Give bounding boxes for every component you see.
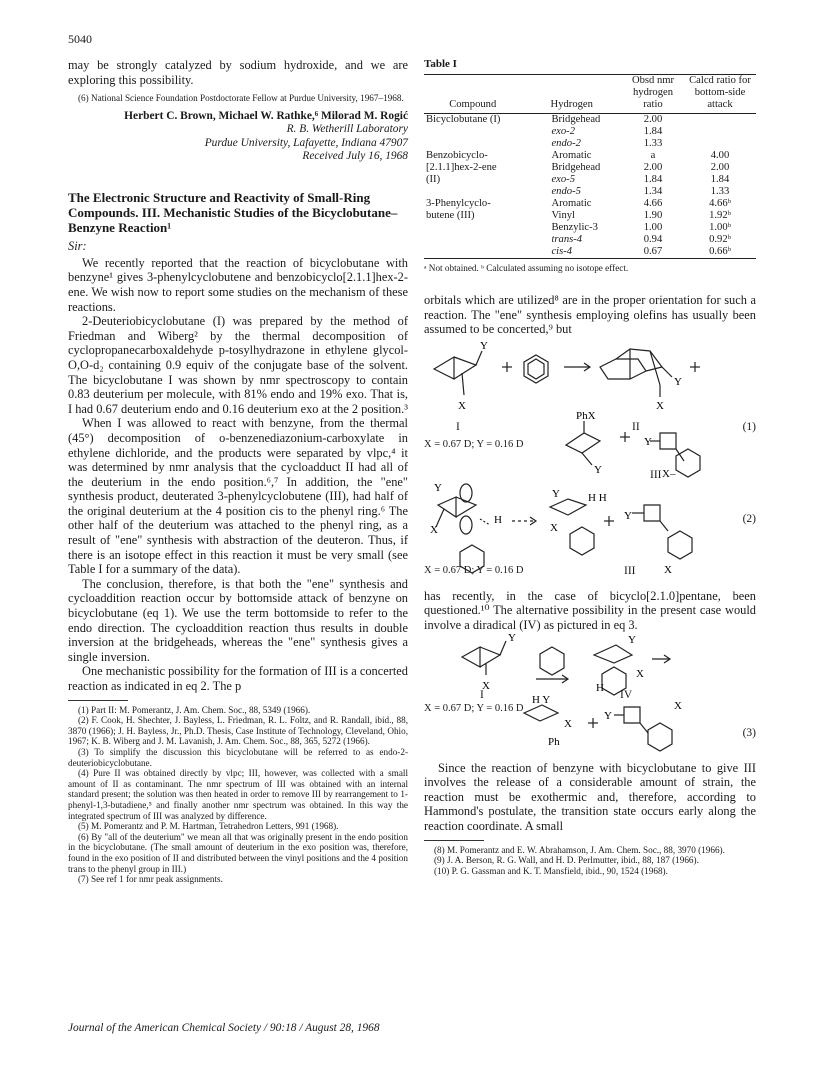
compound-label-I: I (480, 688, 484, 701)
label-Y: Y (552, 487, 560, 500)
label-Y: Y (480, 339, 488, 352)
table-header: Compound (449, 99, 497, 110)
table-cell: Benzylic-3 (551, 222, 598, 233)
table-cell: a (650, 150, 656, 161)
conditions: X = 0.67 D; Y = 0.16 D (424, 564, 524, 576)
label-PhX: PhX (576, 409, 596, 422)
label-Y: Y (674, 375, 682, 388)
table-cell (424, 222, 521, 234)
label-X: X (430, 523, 438, 536)
paragraph: has recently, in the case of bicyclo[2.1.0]pentane, been questioned.¹⁰ The alternative possibility in the present case would involve a diradical (IV) as pictured in eq 3. (424, 588, 756, 632)
conditions: X = 0.67 D; Y = 0.16 D (424, 702, 524, 714)
table-cell (424, 234, 521, 246)
label-X: X (664, 563, 672, 576)
table-row (424, 138, 756, 150)
table-row (424, 186, 756, 198)
authors: Herbert C. Brown, Michael W. Rathke,⁶ Milorad M. Rogić (124, 109, 408, 122)
footnote-6-prev: (6) National Science Foundation Postdoctorate Fellow at Purdue University, 1967–1968. (78, 93, 404, 104)
paragraph: We recently reported that the reaction of bicyclobutane with benzyne¹ gives 3-phenylcyclobutene and benzobicyclo[2.1.1]hex-2-ene. We wish now to report some studies on the mechanism of these reactions. (68, 255, 408, 314)
equation-3-drawing (424, 633, 756, 757)
equation-number: (3) (742, 726, 756, 739)
table-row (424, 162, 756, 174)
university: Purdue University, Lafayette, Indiana 47907 (204, 136, 408, 149)
footnote: (7) See ref 1 for nmr peak assignments. (78, 874, 223, 885)
label-Ph: Ph (548, 735, 560, 748)
table-cell: endo-2 (551, 138, 581, 149)
table-cell (684, 138, 756, 150)
paragraph: The conclusion, therefore, is that both the "ene" synthesis and cycloaddition reaction occur by bottomside attack of benzyne on bicyclobutane (eq 1). We use the term bottomside to refer to the endo direction. The cycloaddition reaction thus results in double inversion at the bridgeheads, whereas the "ene" synthesis gives a single inversion. (68, 576, 408, 664)
table-cell (424, 138, 521, 150)
footnote: (5) M. Pomerantz and P. M. Hartman, Tetrahedron Letters, 991 (1968). (78, 821, 339, 832)
paragraph: orbitals which are utilized⁸ are in the proper orientation for such a reaction. The "ene" synthesis employing olefins has usually been assumed to be concerted,⁹ but (424, 293, 756, 337)
compound-label-IV: IV (620, 688, 633, 701)
table-cell: Aromatic (551, 198, 592, 209)
table-cell: 0.67 (643, 246, 663, 257)
salutation: Sir: (68, 238, 87, 253)
label-X: X (636, 667, 644, 680)
table-cell (684, 114, 756, 127)
table-cell: 1.33 (710, 186, 730, 197)
label-Y: Y (644, 435, 652, 448)
table-cell: 1.00ᵇ (709, 222, 731, 233)
table-cell: exo-2 (551, 126, 576, 137)
table-cell: 0.92ᵇ (709, 234, 731, 245)
table-header: Obsd nmr hydrogen ratio (631, 75, 675, 110)
table-row (424, 222, 756, 234)
label-X: X– (662, 467, 676, 480)
footnote-divider (424, 840, 484, 841)
table-cell: Benzobicyclo- (426, 150, 488, 161)
table-cell: 1.33 (643, 138, 663, 149)
footnote: (9) J. A. Berson, R. G. Wall, and H. D. Perlmutter, ibid., 88, 187 (1966). (434, 855, 699, 866)
table-cell: 0.66ᵇ (709, 246, 731, 257)
table-row (424, 234, 756, 246)
footnote: (2) F. Cook, H. Shechter, J. Bayless, L. Friedman, R. L. Foltz, and R. Randall, ibid., 88, 3870 (1966); J. H. Bayless, Jr., Ph.D. Thesis, Case Institute of Technology, Cleveland, Ohio, 1967; K. B. Wiberg and J. M. Lavanish, J. Am. Chem. Soc., 88, 365, 5272 (1966). (68, 715, 408, 747)
label-H: H (494, 513, 502, 526)
table-cell: 1.90 (643, 210, 663, 221)
table-note: ᵃ Not obtained. ᵇ Calculated assuming no isotope effect. (424, 263, 629, 273)
table-row (424, 150, 756, 162)
footnote-divider (68, 700, 128, 701)
equation-3 (424, 633, 756, 757)
data-table (424, 74, 756, 259)
footnote: (4) Pure II was obtained directly by vlpc; III, however, was collected with a small amount of II as contaminant. The nmr spectrum of III was obtained with an internal standard present; the solution was then heated in order to remove III by rearrangement to 1-phenyl-1,3-butadiene,⁵ and finally another nmr spectrum was obtained. In this way the integrated spectrum of III was analyzed by difference. (68, 768, 408, 821)
table-cell: 1.84 (643, 174, 663, 185)
table-cell: 4.66ᵇ (709, 198, 731, 209)
label-Y: Y (594, 463, 602, 476)
table-cell: 1.84 (710, 174, 730, 185)
label-X: X (550, 521, 558, 534)
table-cell: 2.00 (710, 162, 730, 173)
table-row (424, 174, 756, 186)
table-cell: 4.66 (643, 198, 663, 209)
table-row (424, 210, 756, 222)
equation-number: (1) (742, 420, 756, 433)
lab: R. B. Wetherill Laboratory (286, 123, 408, 136)
table-cell (684, 126, 756, 138)
table-cell: Bicyclobutane (I) (426, 114, 501, 125)
label-H-Y: H Y (532, 693, 551, 706)
equation-number: (2) (742, 512, 756, 525)
table-cell: exo-5 (551, 174, 576, 185)
table-cell: cis-4 (551, 246, 573, 257)
equation-2 (424, 483, 756, 583)
table-cell: 2.00 (643, 114, 663, 125)
equation-1 (424, 337, 756, 483)
label-H-H: H H (588, 491, 607, 504)
table-cell: 1.92ᵇ (709, 210, 731, 221)
table-title: Table I (424, 58, 457, 70)
table-row (424, 126, 756, 138)
table-cell: 0.94 (643, 234, 663, 245)
label-X: X (656, 399, 664, 412)
table-cell: Vinyl (551, 210, 575, 221)
paragraph: When I was allowed to react with benzyne, from the thermal (45°) decomposition of o-benzenediazonium-carboxylate in ethylene dichloride, and the products were separated by vlpc,⁴ it was determined by nmr analysis that the cycloadduct II had all of the deuterium in the endo position.⁶,⁷ In addition, the "ene" synthesis product, deuterated 3-phenylcyclobutene (III), had half of the original deuterium at the 4 position cis to the phenyl ring.⁶ The other half of the deuterium was attached to the phenyl ring, as a result of "ene" synthesis with abstraction of the deuteron. Thus, if there is an isotope effect in this reaction it must be very small (see Table I for a summary of the data). (68, 416, 408, 577)
table-cell: Bridgehead (551, 114, 601, 125)
footnotes-left (68, 705, 408, 885)
table-cell: (II) (426, 174, 441, 185)
journal-footer: Journal of the American Chemical Society / 90:18 / August 28, 1968 (68, 1022, 380, 1034)
label-X: X (564, 717, 572, 730)
footnotes-right (424, 845, 756, 877)
label-H: H (596, 681, 604, 694)
table-row (424, 198, 756, 210)
right-column (424, 58, 756, 876)
table-cell: Aromatic (551, 150, 592, 161)
label-Y: Y (434, 482, 442, 494)
paragraph: 2-Deuteriobicyclobutane (I) was prepared by the method of Friedman and Wiberg² by the thermal decomposition of cyclopropanecarboxaldehyde p-tosylhydrazone in ethylene glycol-O,O-d₂ containing 0.9 equiv of the conjugate base of the solvent. The bicyclobutane I was shown by nmr spectroscopy to contain 0.83 deuterium per molecule, with 81% endo and 19% exo. That is, I had 0.67 deuterium endo and 0.16 deuterium exo at the 2 position.³ (68, 314, 408, 416)
footnote: (8) M. Pomerantz and E. W. Abrahamson, J. Am. Chem. Soc., 88, 3970 (1966). (434, 844, 725, 855)
table-cell (424, 126, 521, 138)
signature-block (68, 110, 408, 164)
table-cell: butene (III) (426, 210, 475, 221)
footnote: (10) P. G. Gassman and K. T. Mansfield, ibid., 90, 1524 (1968). (434, 865, 668, 876)
compound-label-III: III (650, 468, 662, 481)
compound-label-I: I (456, 420, 460, 433)
received-date: Received July 16, 1968 (302, 150, 408, 163)
table-cell: 1.34 (643, 186, 663, 197)
table-cell: trans-4 (551, 234, 583, 245)
label-Y: Y (628, 633, 636, 646)
footnote: (3) To simplify the discussion this bicyclobutane will be referred to as endo-2-deuteriobicyclobutane. (68, 746, 408, 768)
label-Y: Y (508, 632, 516, 644)
table-row (424, 246, 756, 259)
table-cell: 3-Phenylcyclo- (426, 198, 491, 209)
footnote: (6) By "all of the deuterium" we mean all that was originally present in the endo position in the bicyclobutane. (The small amount of deuterium in the exo position was, therefore, found in the exo position of II and distributed between the vinyl positions and the 4 position trans to the phenyl group in III.) (68, 831, 408, 874)
table-cell (424, 186, 521, 198)
article-title: The Electronic Structure and Reactivity of Small-Ring Compounds. III. Mechanistic Studies of the Bicyclobutane–Benzyne Reaction¹ (68, 189, 398, 235)
compound-label-III: III (624, 564, 636, 577)
footnote-prev (68, 93, 408, 104)
table-cell: 4.00 (710, 150, 730, 161)
table-cell: 1.84 (643, 126, 663, 137)
left-column (68, 58, 408, 885)
paragraph: Since the reaction of benzyne with bicyclobutane to give III involves the release of a considerable amount of strain, the reaction must be exothermic and, therefore, according to Hammond's postulate, the transition state occurs early along the reaction coordinate. A small (424, 760, 756, 833)
table-cell: 1.00 (643, 222, 663, 233)
label-X: X (482, 679, 490, 692)
paragraph: One mechanistic possibility for the formation of III is a concerted reaction as indicated in eq 2. The p (68, 664, 408, 693)
table-cell: 2.00 (643, 162, 663, 173)
conditions: X = 0.67 D; Y = 0.16 D (424, 438, 524, 450)
label-X: X (674, 699, 682, 712)
table-header: Hydrogen (550, 99, 593, 110)
table-cell: [2.1.1]hex-2-ene (426, 162, 497, 173)
table-cell: Bridgehead (551, 162, 601, 173)
table-cell (424, 246, 521, 259)
label-Y: Y (604, 709, 612, 722)
table-header: Calcd ratio for bottom-side attack (689, 75, 751, 110)
footnote: (1) Part II: M. Pomerantz, J. Am. Chem. Soc., 88, 5349 (1966). (78, 704, 311, 715)
page-number: 5040 (68, 32, 92, 46)
label-X: X (458, 399, 466, 412)
table-row (424, 114, 756, 127)
compound-label-II: II (632, 420, 640, 433)
table-cell: endo-5 (551, 186, 581, 197)
label-Y: Y (624, 509, 632, 522)
equation-1-drawing (424, 337, 756, 483)
continuation-text: may be strongly catalyzed by sodium hydroxide, and we are exploring this possibility. (68, 58, 408, 87)
